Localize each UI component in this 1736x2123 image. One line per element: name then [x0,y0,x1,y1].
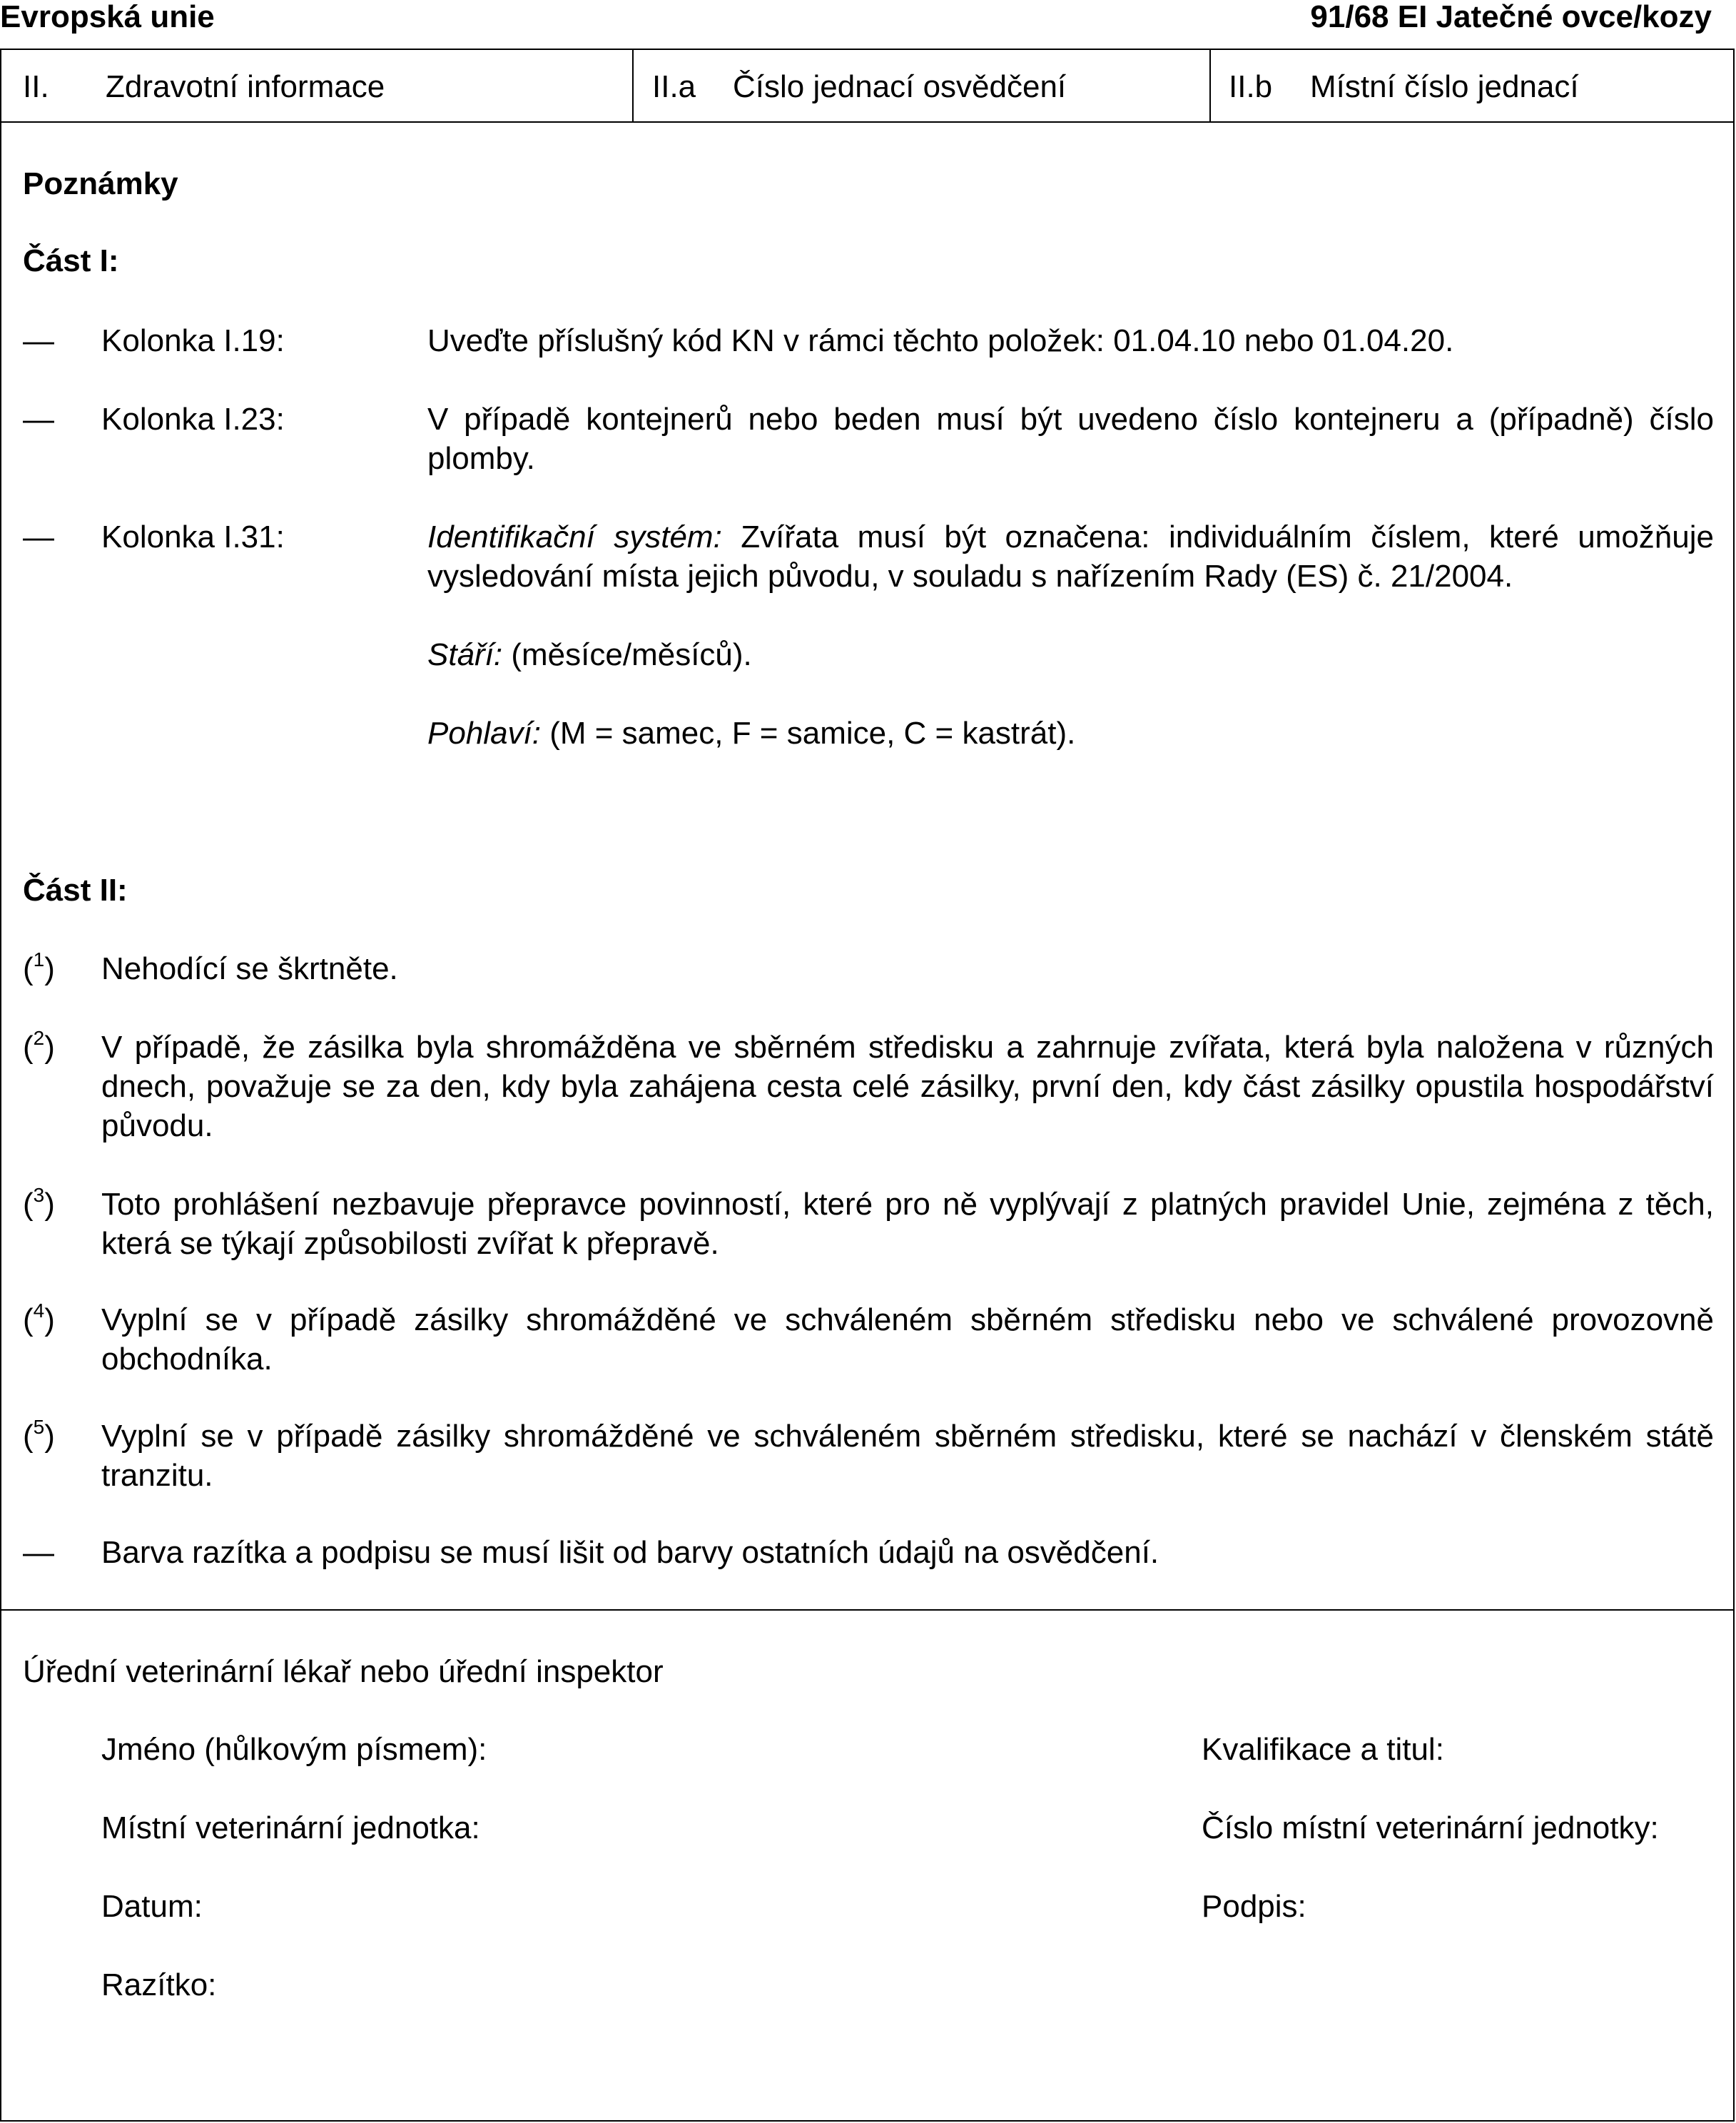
dash: — [23,323,54,358]
part2-title: Část II: [23,873,128,908]
section-number: II.b [1229,69,1273,104]
official-title: Úřední veterinární lékař nebo úřední inspektor [23,1654,664,1689]
footnote-number: ($^4$) [23,1299,55,1337]
section-label: Místní číslo jednací [1310,69,1579,104]
note-label: Kolonka I.31: [101,520,285,554]
note-text: Uveďte příslušný kód KN v rámci těchto položek: 01.04.10 nebo 01.04.20. [427,323,1454,358]
stamp-field-label: Razítko: [101,1967,217,2002]
footnote-text: Vyplní se v případě zásilky shromážděné ve schváleném sběrném středisku nebo ve schválené provozovně obchodníka. [101,1302,1714,1377]
note-label: Kolonka I.19: [101,323,285,358]
page-header-right: 91/68 EI Jatečné ovce/kozy [1310,0,1712,34]
age-text: (měsíce/měsíců). [502,637,752,672]
sex-label: Pohlaví: [427,716,541,751]
unit-number-field-label: Číslo místní veterinární jednotky: [1202,1810,1659,1845]
dash: — [23,1535,54,1570]
certificate-frame [0,49,1735,2122]
age-label: Stáří: [427,637,503,672]
section-label: Číslo jednací osvědčení [733,69,1067,104]
name-field-label: Jméno (hůlkovým písmem): [101,1732,487,1767]
footnote-number: ($^5$) [23,1416,55,1454]
age-note [427,635,752,674]
footnote-text: Nehodící se škrtněte. [101,951,398,986]
note-text: V případě kontejnerů nebo beden musí být uvedeno číslo kontejneru a (případně) číslo plomby. [427,402,1714,476]
page-header-left: Evropská unie [0,0,215,34]
note-text [427,517,1714,596]
footnote-number: ($^2$) [23,1027,55,1065]
section-divider [1,1609,1733,1611]
sex-note [427,714,1075,753]
column-divider [1209,50,1211,121]
note-body: Zvířata musí být označena: individuálním číslem, které umožňuje vysledování místa jejich původu, v souladu s nařízením Rady (ES) č. 21/2004. [427,520,1714,594]
dash: — [23,402,54,437]
footnote-text: Toto prohlášení nezbavuje přepravce povinností, které pro ně vyplývají z platných pravidel Unie, zejména z těch, která se týkají způsobilosti zvířat k přepravě. [101,1187,1714,1261]
footnote-number: ($^3$) [23,1184,55,1222]
row-divider [1,121,1733,123]
date-field-label: Datum: [101,1889,203,1924]
column-divider [632,50,634,121]
note-lead: Identifikační systém: [427,520,722,554]
footnote-number: ($^1$) [23,948,55,986]
signature-field-label: Podpis: [1202,1889,1306,1924]
stamp-note: Barva razítka a podpisu se musí lišit od barvy ostatních údajů na osvědčení. [101,1535,1159,1570]
section-number: II.a [652,69,696,104]
part1-title: Část I: [23,243,119,278]
dash: — [23,520,54,554]
notes-title: Poznámky [23,166,178,201]
note-label: Kolonka I.23: [101,402,285,437]
footnote-text: V případě, že zásilka byla shromážděna ve sběrném středisku a zahrnuje zvířata, která byla naložena v různých dnech, považuje se za den, kdy byla zahájena cesta celé zásilky, první den, kdy část zásilky opustila hospodářství původu. [101,1030,1714,1143]
sex-text: (M = samec, F = samice, C = kastrát). [540,716,1076,751]
section-number: II. [23,69,49,104]
footnote-text: Vyplní se v případě zásilky shromážděné ve schváleném sběrném středisku, které se nachází v členském státě tranzitu. [101,1419,1714,1493]
unit-field-label: Místní veterinární jednotka: [101,1810,480,1845]
qualification-field-label: Kvalifikace a titul: [1202,1732,1444,1767]
section-label: Zdravotní informace [106,69,385,104]
